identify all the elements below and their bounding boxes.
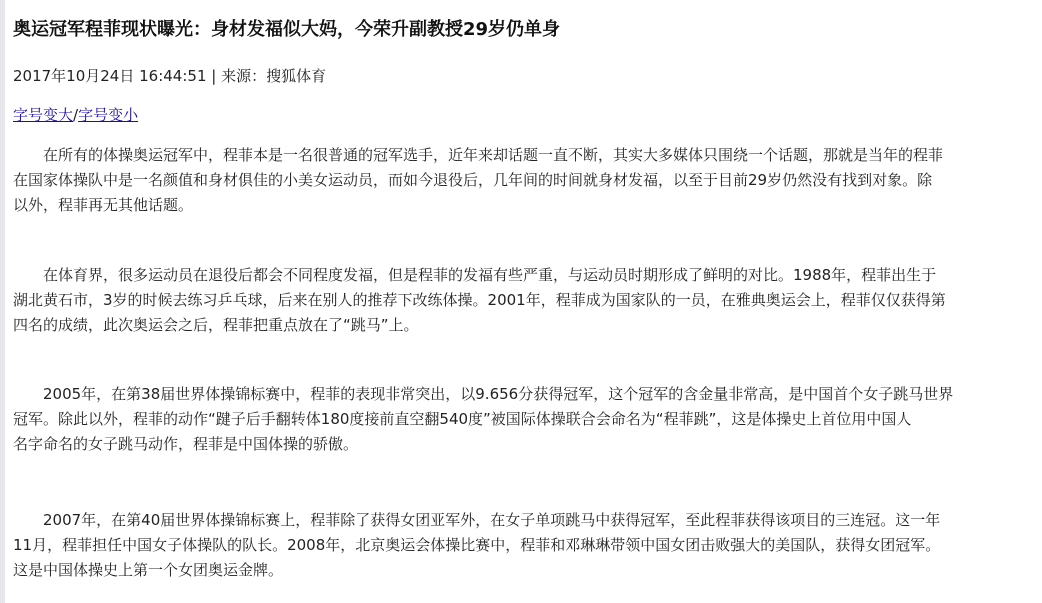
paragraph-line: 以外，程菲再无其他话题。 — [13, 196, 194, 214]
meta-separator: | — [211, 67, 217, 85]
font-smaller-link[interactable]: 字号变小 — [78, 106, 139, 124]
font-size-controls — [13, 104, 138, 126]
paragraph-line: 冠军。除此以外，程菲的动作“踺子后手翻转体180度接前直空翻540度”被国际体操联合会命名为“程菲跳”，这是体操史上首位用中国人 — [13, 410, 912, 428]
paragraph-line: 这是中国体操史上第一个女团奥运金牌。 — [13, 561, 284, 579]
paragraph-line: 2005年，在第38届世界体操锦标赛中，程菲的表现非常突出，以9.656分获得冠军，这个冠军的含金量非常高，是中国首个女子跳马世界 — [13, 385, 954, 403]
font-larger-link[interactable]: 字号变大 — [13, 106, 74, 124]
paragraph-line: 在所有的体操奥运冠军中，程菲本是一名很普通的冠军选手，近年来却话题一直不断，其实大多媒体只围绕一个话题，那就是当年的程菲 — [13, 146, 944, 164]
source-name: 搜狐体育 — [266, 67, 327, 85]
paragraph-2 — [13, 263, 1042, 338]
paragraph-line: 名字命名的女子跳马动作，程菲是中国体操的骄傲。 — [13, 435, 359, 453]
paragraph-line: 四名的成绩，此次奥运会之后，程菲把重点放在了“跳马”上。 — [13, 316, 419, 334]
article-title: 奥运冠军程菲现状曝光：身材发福似大妈，今荣升副教授29岁仍单身 — [13, 19, 561, 40]
paragraph-4 — [13, 508, 1042, 583]
paragraph-line: 在体育界，很多运动员在退役后都会不同程度发福，但是程菲的发福有些严重，与运动员时期形成了鲜明的对比。1988年，程菲出生于 — [13, 266, 937, 284]
publish-date: 2017年10月24日 16:44:51 — [13, 67, 207, 85]
source-label: 来源： — [221, 67, 267, 85]
paragraph-1 — [13, 143, 1042, 218]
paragraph-line: 湖北黄石市，3岁的时候去练习乒乓球，后来在别人的推荐下改练体操。2001年，程菲成为国家队的一员，在雅典奥运会上，程菲仅仅获得第 — [13, 291, 946, 309]
paragraph-3 — [13, 382, 1042, 457]
paragraph-line: 在国家体操队中是一名颜值和身材俱佳的小美女运动员，而如今退役后，几年间的时间就身材发福，以至于目前29岁仍然没有找到对象。除 — [13, 171, 933, 189]
paragraph-line: 2007年，在第40届世界体操锦标赛上，程菲除了获得女团亚军外，在女子单项跳马中获得冠军，至此程菲获得该项目的三连冠。这一年 — [13, 511, 941, 529]
left-border — [0, 0, 5, 603]
font-controls-divider: / — [73, 106, 79, 124]
paragraph-line: 11月，程菲担任中国女子体操队的队长。2008年，北京奥运会体操比赛中，程菲和邓琳琳带领中国女团击败强大的美国队，获得女团冠军。 — [13, 536, 941, 554]
article-meta — [13, 65, 326, 87]
